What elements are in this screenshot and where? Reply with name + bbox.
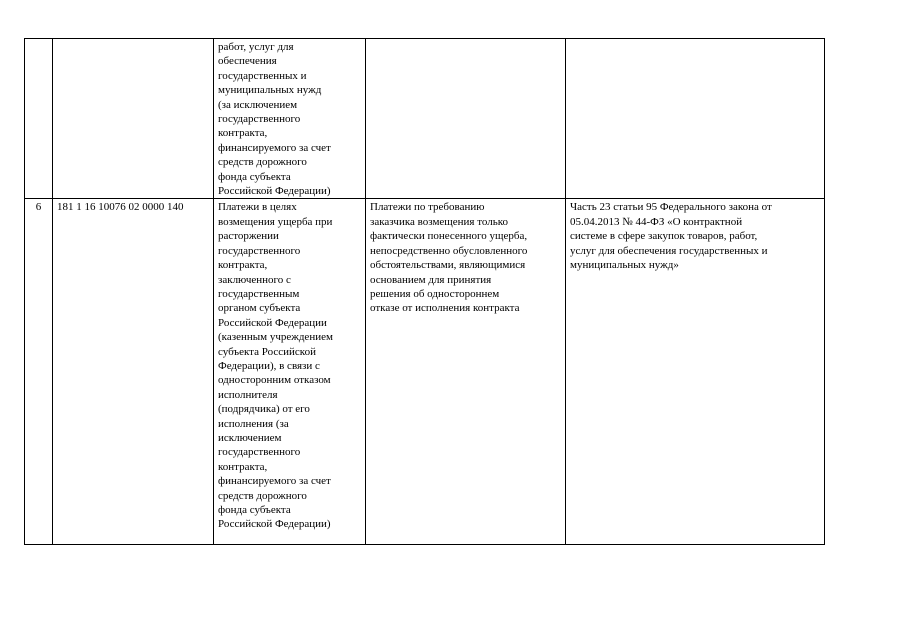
row-number-cell — [25, 39, 53, 199]
budget-code-cell: 181 1 16 10076 02 0000 140 — [53, 199, 214, 545]
table-row — [25, 39, 825, 199]
payment-name-cell: работ, услуг для обеспечения государственных и муниципальных нужд (за исключением государственного контракта, финансируемого за счет средств дорожного фонда субъекта Российской Федерации) — [214, 39, 366, 199]
payment-description-cell — [366, 39, 566, 199]
payment-description-cell: Платежи по требованию заказчика возмещения только фактически понесенного ущерба, непосредственно обусловленного обстоятельствами, являющимися основанием для принятия решения об одностороннем отказе от исполнения контракта — [366, 199, 566, 545]
legal-basis-cell — [566, 39, 825, 199]
budget-code-cell — [53, 39, 214, 199]
legal-basis-cell: Часть 23 статьи 95 Федерального закона от 05.04.2013 № 44-ФЗ «О контрактной системе в сфере закупок товаров, работ, услуг для обеспечения государственных и муниципальных нужд» — [566, 199, 825, 545]
table-row — [25, 199, 825, 545]
payments-table — [24, 38, 825, 545]
row-number-cell: 6 — [25, 199, 53, 545]
payment-name-cell: Платежи в целях возмещения ущерба при расторжении государственного контракта, заключенного с государственным органом субъекта Российской Федерации (казенным учреждением субъекта Российской Федерации), в связи с односторонним отказом исполнителя (подрядчика) от его исполнения (за исключением государственного контракта, финансируемого за счет средств дорожного фонда субъекта Российской Федерации) — [214, 199, 366, 545]
